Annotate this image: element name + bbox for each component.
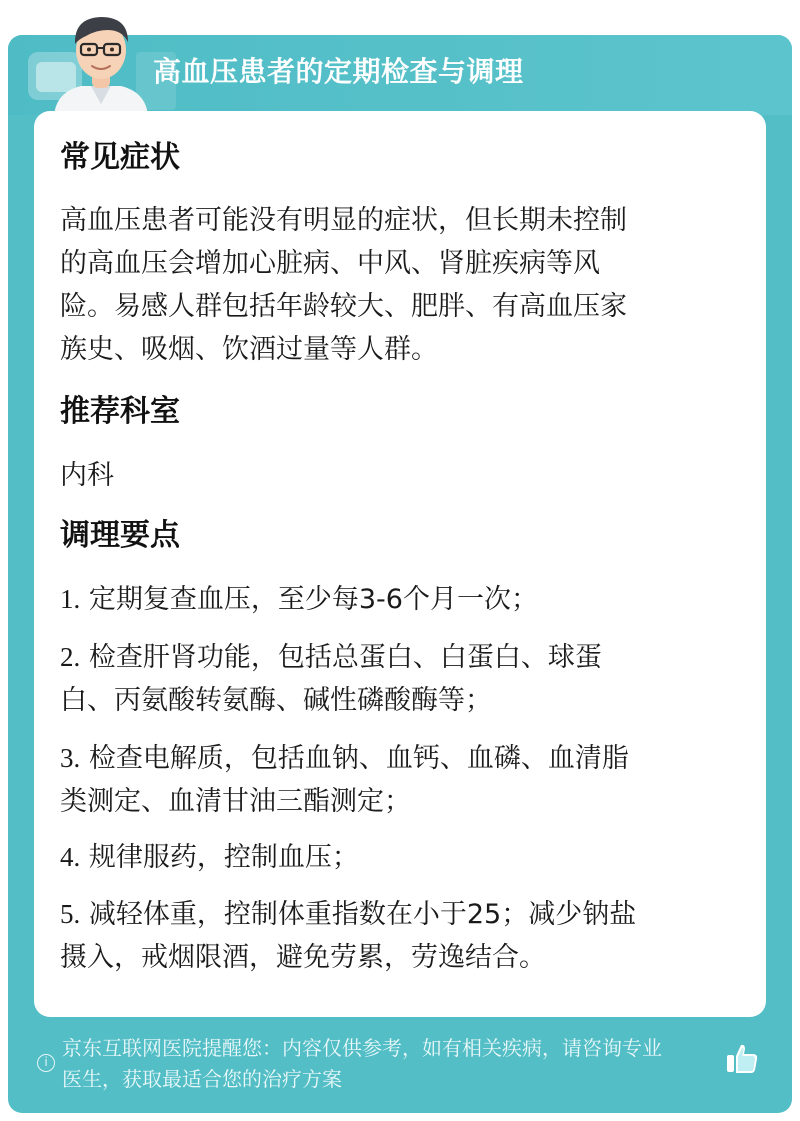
- care-item-line: [60, 578, 730, 621]
- symptoms-text: [60, 199, 730, 371]
- care-item-text: 检查电解质，包括血钠、血钙、血磷、血清脂: [88, 743, 629, 774]
- care-item-line: 白、丙氨酸转氨酶、碱性磷酸酶等；: [60, 685, 492, 716]
- care-item-text: 定期复查血压，至少每3-6个月一次；: [88, 584, 538, 615]
- care-item-number: 3.: [60, 743, 81, 773]
- care-item: [60, 893, 730, 979]
- symptoms-line: 的高血压会增加心脏病、中风、肾脏疾病等风: [60, 248, 600, 279]
- care-item-number: 5.: [60, 899, 81, 929]
- care-item: [60, 636, 730, 722]
- info-icon: i: [37, 1054, 55, 1072]
- thumbs-up-icon[interactable]: [724, 1040, 760, 1076]
- disclaimer-text: [62, 1033, 732, 1095]
- symptoms-line: 族史、吸烟、饮酒过量等人群。: [60, 334, 438, 365]
- care-item-line: [60, 737, 730, 780]
- section-heading-care: 调理要点: [60, 518, 180, 553]
- care-item-number: 2.: [60, 642, 81, 672]
- care-item-number: 1.: [60, 584, 81, 614]
- care-item-line: [60, 893, 730, 936]
- symptoms-line: 高血压患者可能没有明显的症状，但长期未控制: [60, 205, 627, 236]
- care-item: [60, 836, 730, 879]
- doctor-avatar: [46, 8, 156, 116]
- care-item-text: 减轻体重，控制体重指数在小于25；减少钠盐: [88, 899, 637, 930]
- care-item-line: 摄入，戒烟限酒，避免劳累，劳逸结合。: [60, 942, 546, 973]
- disclaimer-line: 医生，获取最适合您的治疗方案: [62, 1067, 342, 1091]
- care-item-number: 4.: [60, 842, 81, 872]
- care-item-text: 规律服药，控制血压；: [88, 842, 359, 873]
- page-title: 高血压患者的定期检查与调理: [153, 55, 524, 88]
- care-item: [60, 737, 730, 823]
- section-heading-symptoms: 常见症状: [60, 140, 180, 175]
- care-item-text: 检查肝肾功能，包括总蛋白、白蛋白、球蛋: [88, 642, 602, 673]
- care-item-line: [60, 636, 730, 679]
- care-item-line: [60, 836, 730, 879]
- care-item-line: 类测定、血清甘油三酯测定；: [60, 786, 411, 817]
- section-heading-department: 推荐科室: [60, 394, 180, 429]
- care-item: [60, 578, 730, 621]
- department-value: 内科: [60, 460, 114, 491]
- symptoms-line: 险。易感人群包括年龄较大、肥胖、有高血压家: [60, 291, 627, 322]
- disclaimer-line: 京东互联网医院提醒您：内容仅供参考，如有相关疾病，请咨询专业: [62, 1036, 662, 1060]
